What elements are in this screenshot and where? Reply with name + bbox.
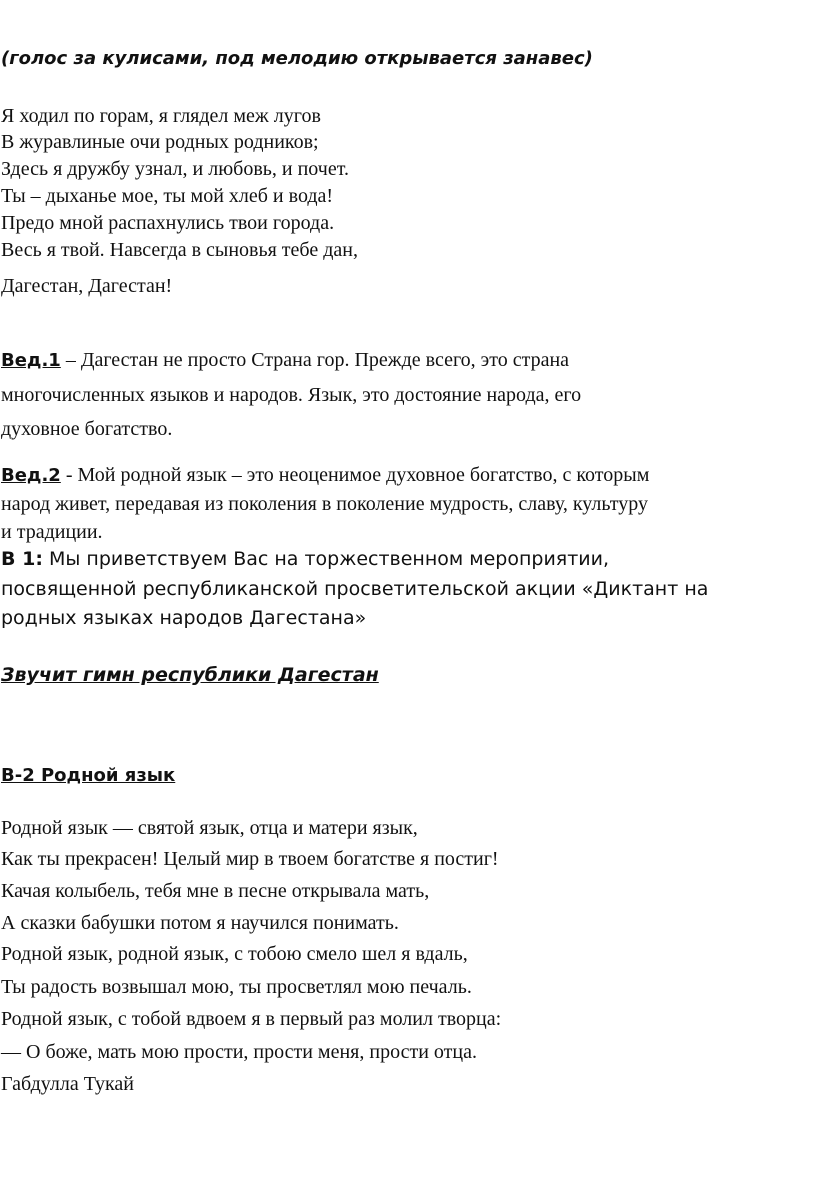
ved1-paragraph — [1, 347, 569, 374]
b2-heading: В-2 Родной язык — [1, 765, 176, 786]
anthem-heading: Звучит гимн республики Дагестан — [1, 664, 379, 686]
stage-direction: (голос за кулисами, под мелодию открывается занавес) — [1, 48, 593, 69]
b1-paragraph — [1, 546, 609, 572]
b1-label: В 1: — [1, 548, 43, 570]
poem1-line: Ты – дыханье мое, ты мой хлеб и вода! — [1, 185, 334, 207]
ved2-line: и традиции. — [1, 521, 103, 543]
poem2-line: — О боже, мать мою прости, прости меня, прости отца. — [1, 1041, 477, 1063]
ved2-text: - Мой родной язык – это неоценимое духовное богатство, с которым — [60, 464, 650, 486]
ved1-line: духовное богатство. — [1, 418, 173, 440]
poem2-line: Ты радость возвышал мою, ты просветлял мою печаль. — [1, 976, 472, 998]
ved2-paragraph — [1, 462, 649, 489]
author: Габдулла Тукай — [1, 1073, 134, 1095]
ved1-text: – Дагестан не просто Страна гор. Прежде всего, это страна — [60, 349, 570, 371]
poem1-line: Предо мной распахнулись твои города. — [1, 212, 335, 234]
ved2-line: народ живет, передавая из поколения в поколение мудрость, славу, культуру — [1, 493, 648, 515]
poem2-line: А сказки бабушки потом я научился понимать. — [1, 912, 399, 934]
poem1-line: Весь я твой. Навсегда в сыновья тебе дан, — [1, 239, 358, 261]
poem1-line: Дагестан, Дагестан! — [1, 275, 173, 297]
b1-text: Мы приветствуем Вас на торжественном мероприятии, — [42, 548, 610, 570]
ved1-label: Вед.1 — [1, 350, 61, 371]
poem1-line: Здесь я дружбу узнал, и любовь, и почет. — [1, 158, 349, 180]
poem2-line: Родной язык — святой язык, отца и матери язык, — [1, 817, 418, 839]
poem2-line: Родной язык, родной язык, с тобою смело шел я вдаль, — [1, 943, 468, 965]
poem2-line: Как ты прекрасен! Целый мир в твоем богатстве я постиг! — [1, 848, 499, 870]
ved2-label: Вед.2 — [1, 465, 61, 486]
ved1-line: многочисленных языков и народов. Язык, это достояние народа, его — [1, 384, 582, 406]
poem2-line: Родной язык, с тобой вдвоем я в первый раз молил творца: — [1, 1008, 502, 1030]
poem2-line: Качая колыбель, тебя мне в песне открывала мать, — [1, 880, 430, 902]
b1-line: посвященной республиканской просветительской акции «Диктант на — [1, 578, 709, 600]
poem1-line: В журавлиные очи родных родников; — [1, 131, 319, 153]
poem1-line: Я ходил по горам, я глядел меж лугов — [1, 105, 321, 127]
b1-line: родных языках народов Дагестана» — [1, 607, 367, 629]
